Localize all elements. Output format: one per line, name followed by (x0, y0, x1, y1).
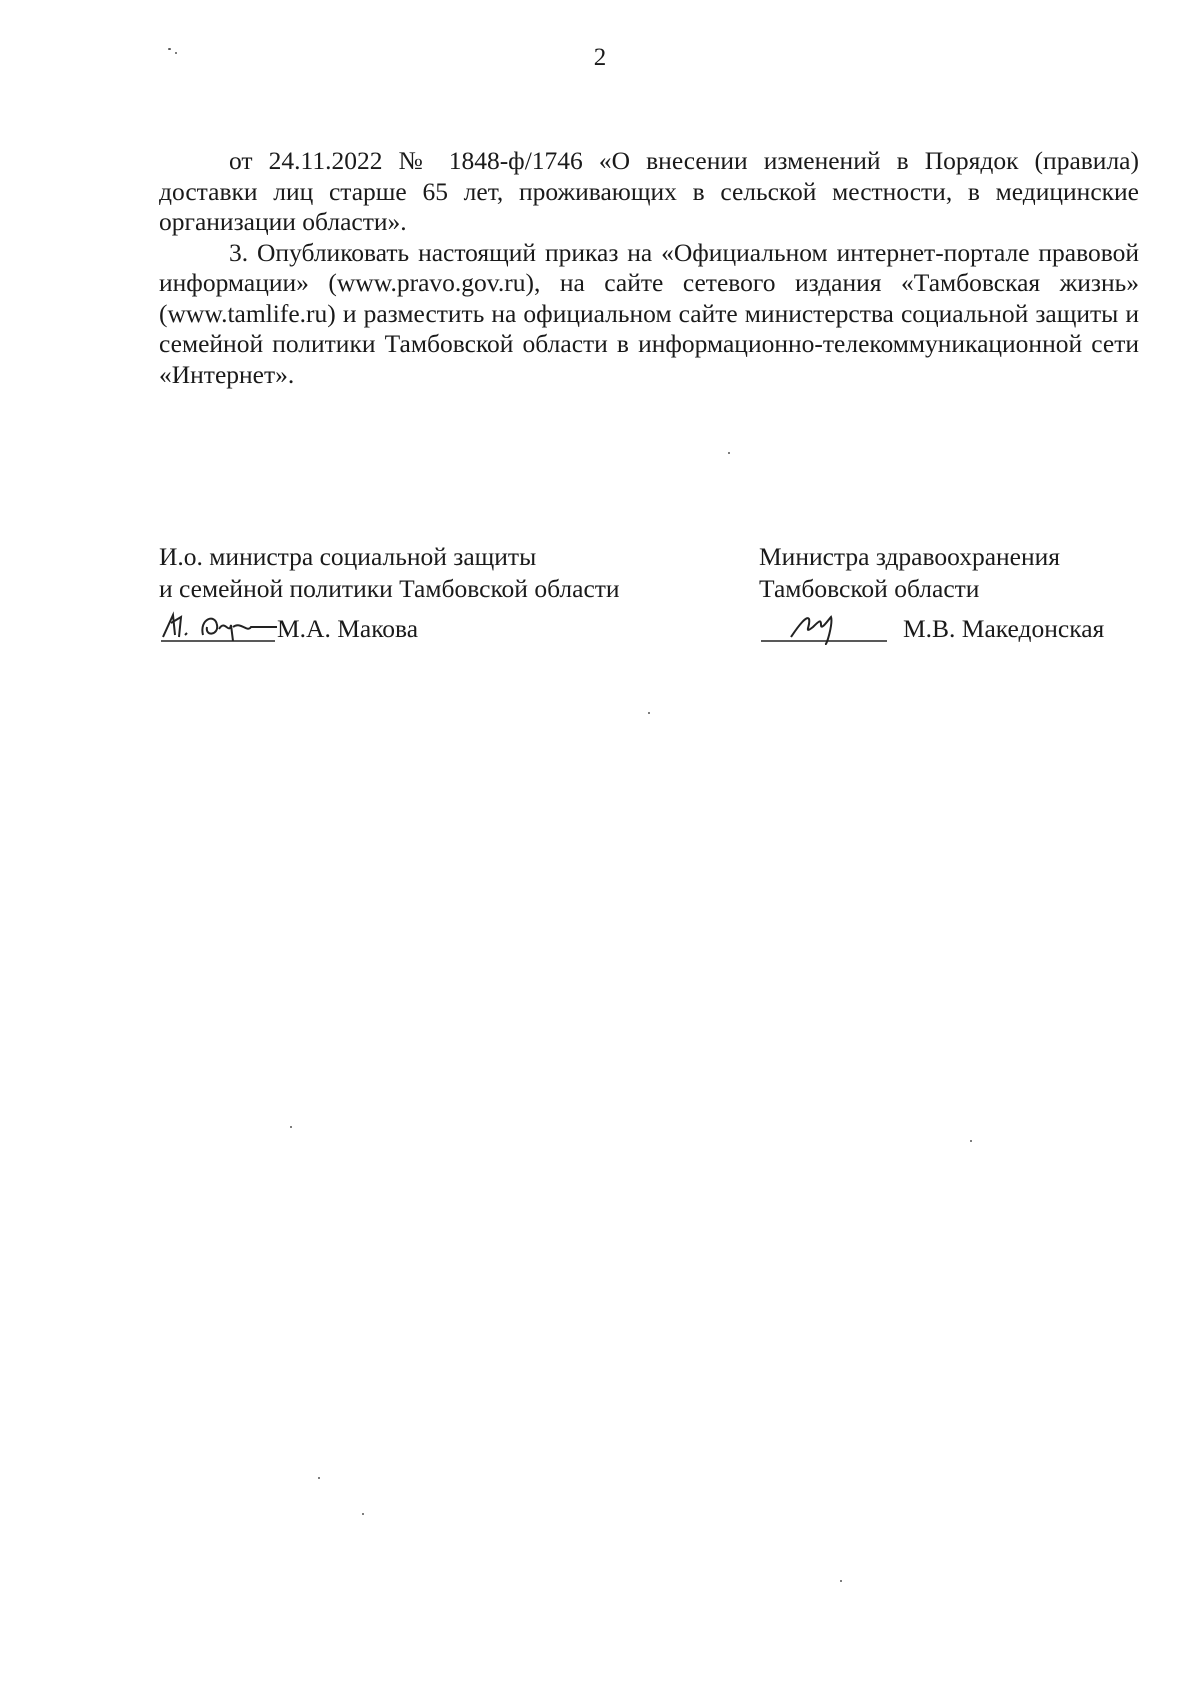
handwritten-signature (159, 605, 277, 645)
signature-block-right (759, 541, 1149, 645)
scan-speck (970, 1140, 972, 1142)
scan-speck (728, 452, 730, 454)
signatory-title-line1: Министра здравоохранения (759, 542, 1061, 571)
signatory-name: М.В. Македонская (903, 614, 1105, 643)
signatory-name: М.А. Макова (277, 614, 419, 643)
scan-speck (175, 52, 177, 54)
list-item-text: Опубликовать настоящий приказ на «Официальном интернет-портале правовой информации» (www.pravo.gov.ru), на сайте сетевого издания «Тамбовская жизнь» (www.tamlife.ru) и разместить на официальном сайте министерства социальной защиты и семейной политики Тамбовской области в информационно-телекоммуникационной сети «Интернет». (159, 237, 1140, 389)
signature-line (159, 605, 719, 645)
scan-speck (290, 1126, 292, 1128)
signature-line (759, 605, 1149, 645)
signatory-title-line1: И.о. министра социальной защиты (159, 542, 537, 571)
signatory-title-line2: и семейной политики Тамбовской области (159, 574, 620, 603)
scan-speck (318, 1477, 320, 1479)
scan-speck (362, 1513, 364, 1515)
signatory-title-line2: Тамбовской области (759, 574, 980, 603)
scan-speck (840, 1580, 842, 1582)
page-number: 2 (593, 44, 607, 71)
scan-speck (648, 712, 650, 714)
document-body (159, 146, 1139, 390)
scan-speck (168, 48, 171, 50)
signature-block-left (159, 541, 719, 645)
handwritten-signature (759, 605, 889, 645)
list-item-3 (159, 238, 1139, 391)
paragraph-continuation: от 24.11.2022 № 1848-ф/1746 «О внесении изменений в Порядок (правила) доставки лиц старше 65 лет, проживающих в сельской местности, в медицинские организации области». (159, 146, 1139, 236)
list-item-number: 3. (229, 237, 249, 267)
